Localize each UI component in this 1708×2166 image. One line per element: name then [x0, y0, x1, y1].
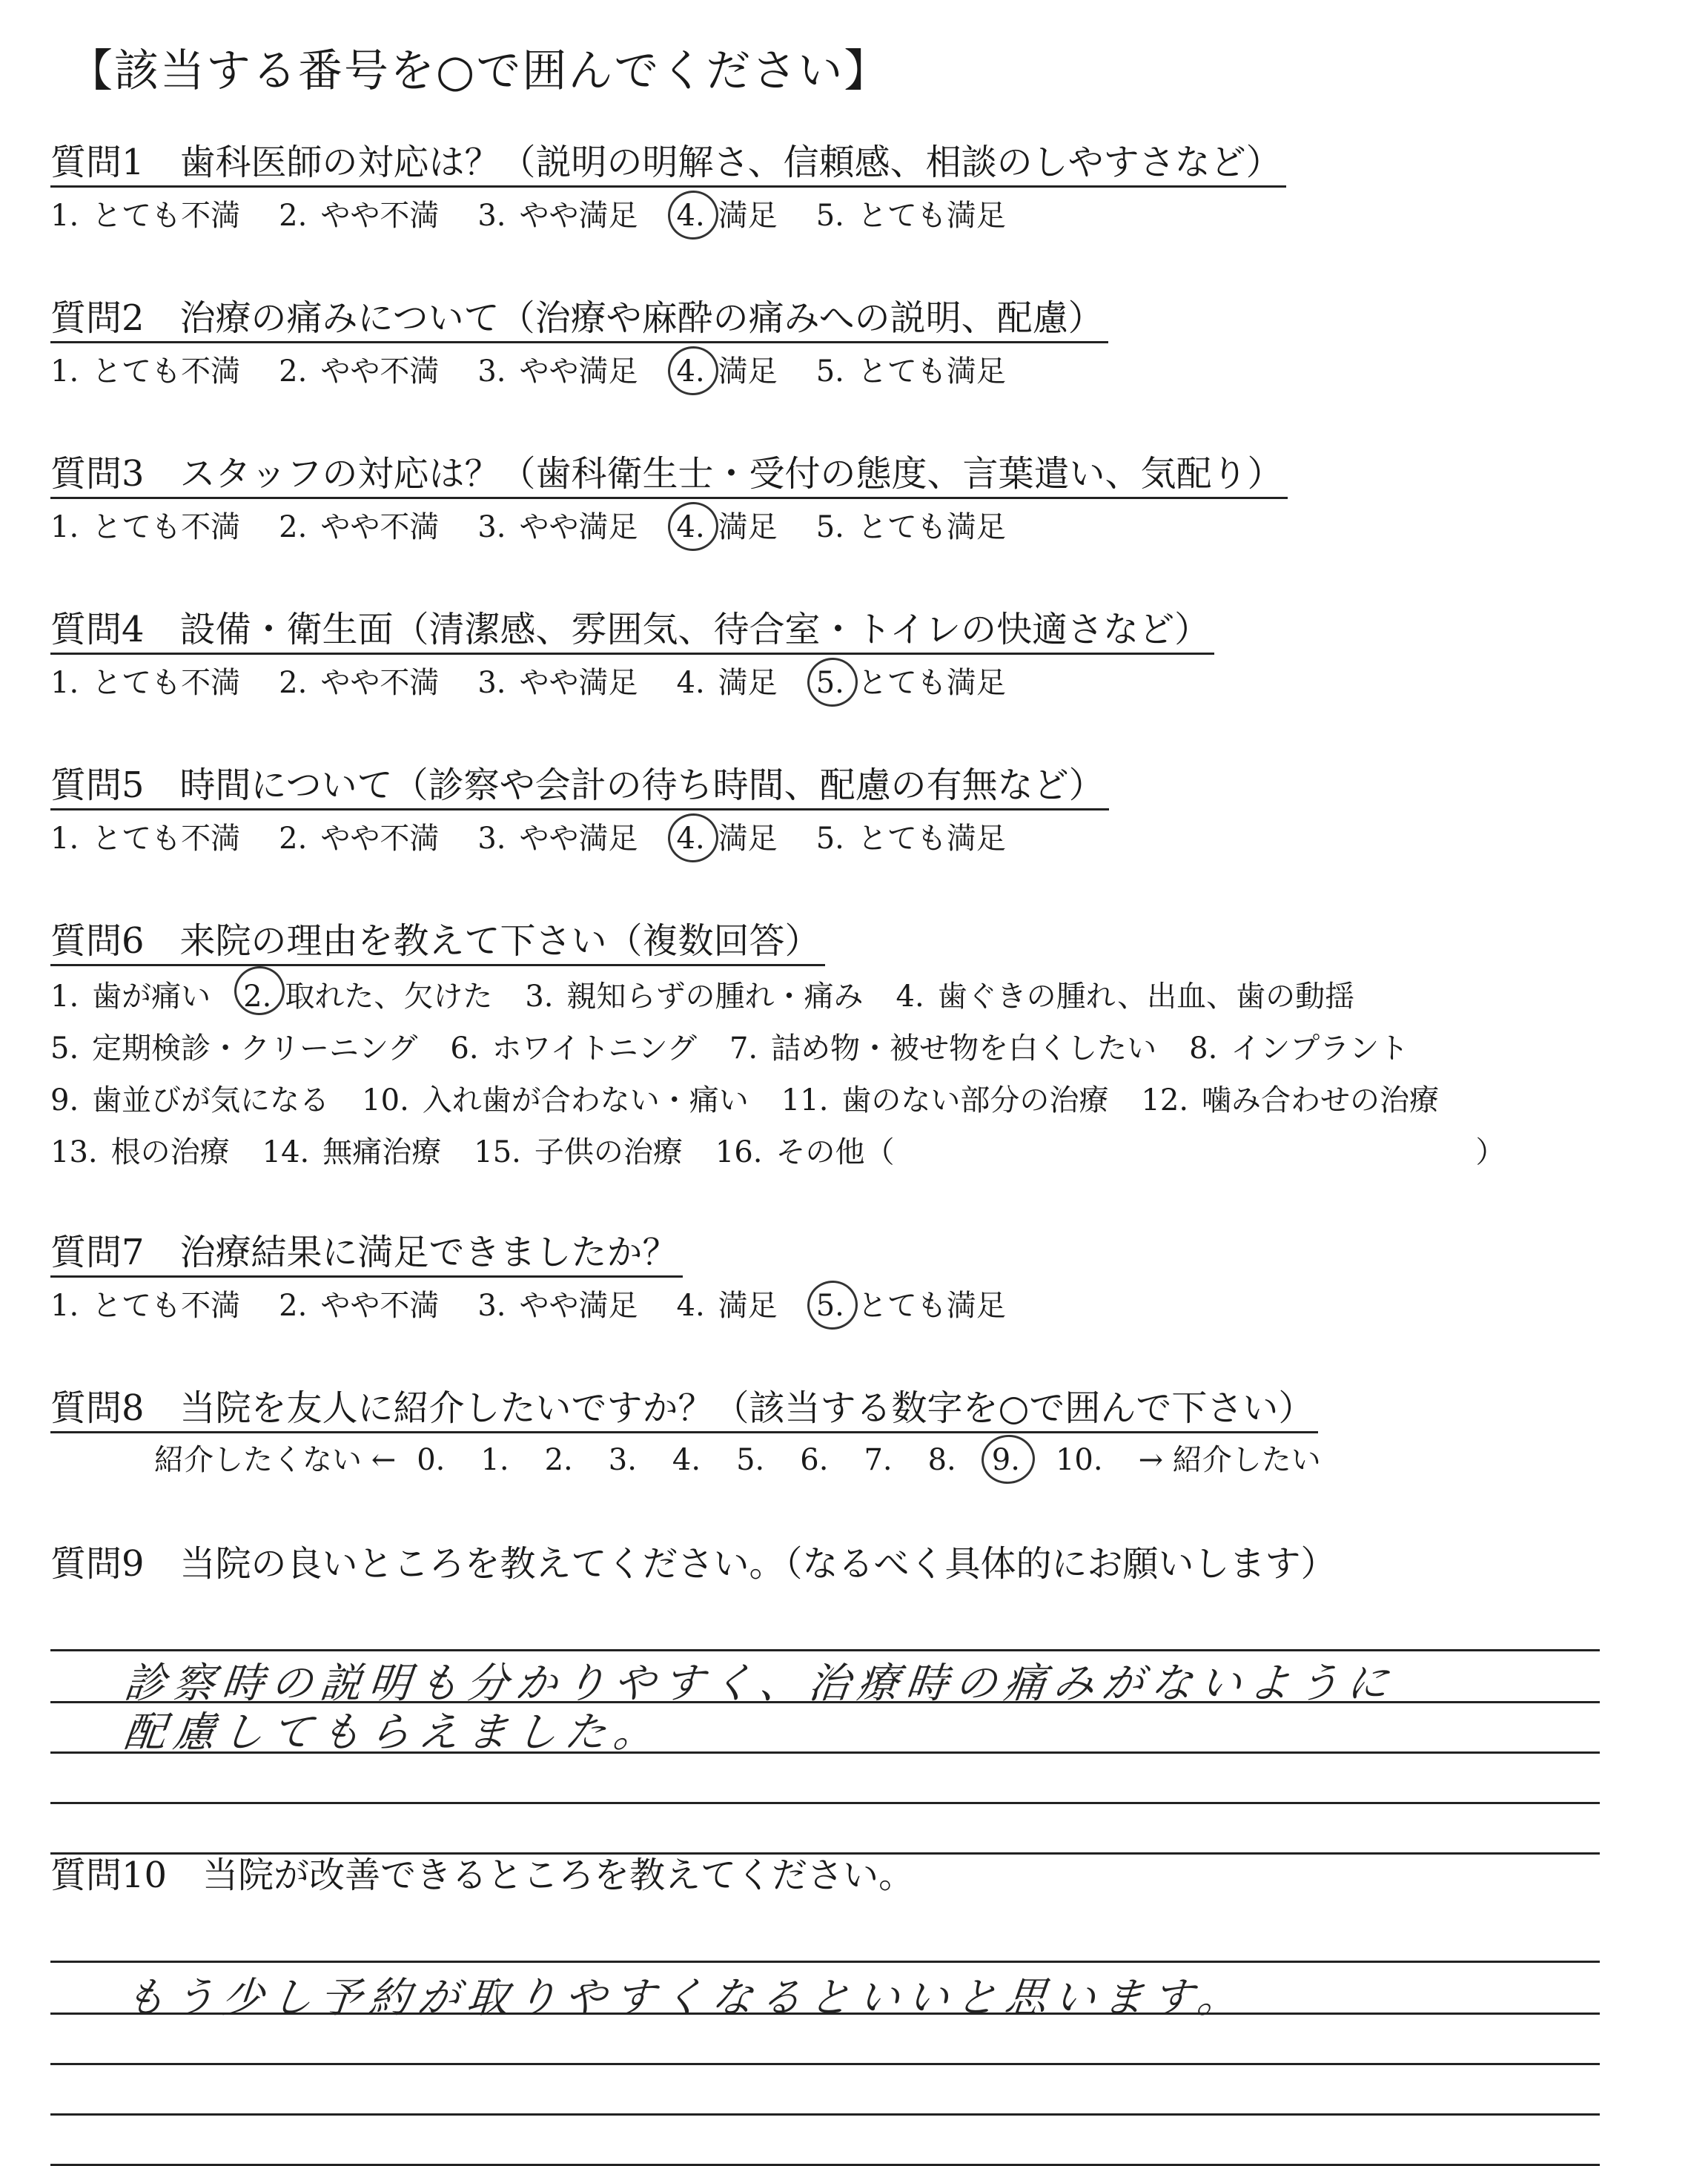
- option-label: とても満足: [857, 1289, 1006, 1323]
- option-selected[interactable]: [677, 506, 778, 548]
- option-label: 取れた、欠けた: [285, 980, 493, 1014]
- handwritten-answer: 診察時の説明も分かりやすく、治療時の痛みがないように: [122, 1660, 1398, 1708]
- option[interactable]: [279, 351, 439, 392]
- rating-options: [50, 662, 1214, 704]
- option-label: とても満足: [857, 354, 1006, 389]
- option-number: 1.: [50, 510, 79, 544]
- scale-value[interactable]: 4.: [672, 1443, 701, 1477]
- option-number: 1.: [50, 1289, 79, 1323]
- option[interactable]: [816, 195, 1006, 237]
- option-number: 1.: [50, 980, 79, 1014]
- question-title: [50, 1852, 1600, 1898]
- rating-options: [50, 195, 1286, 237]
- option[interactable]: [50, 971, 211, 1023]
- option-label: 無痛治療: [322, 1135, 442, 1169]
- question-4: [50, 607, 1214, 704]
- option-number: 5.: [50, 1031, 79, 1066]
- scale-value[interactable]: 7.: [864, 1443, 893, 1477]
- option[interactable]: [816, 351, 1006, 392]
- reason-row: [50, 1126, 1506, 1178]
- option-number: 2.: [279, 354, 308, 389]
- option-number: 1.: [50, 199, 79, 233]
- question-number: 質問6: [50, 920, 145, 962]
- option-number: 14.: [262, 1135, 310, 1169]
- option-number: 3.: [525, 980, 554, 1014]
- option[interactable]: [1189, 1023, 1409, 1074]
- option-label: とても満足: [857, 199, 1006, 233]
- option-label: 入れ歯が合わない・痛い: [422, 1083, 749, 1117]
- option[interactable]: [816, 506, 1006, 548]
- option[interactable]: [362, 1074, 749, 1126]
- option-selected[interactable]: [816, 1285, 1006, 1327]
- answer-line: [50, 1961, 1600, 1963]
- option[interactable]: [279, 195, 439, 237]
- option[interactable]: [477, 506, 638, 548]
- question-number: 質問10: [50, 1855, 168, 1896]
- scale-value[interactable]: 6.: [800, 1443, 829, 1477]
- option-number: 5.: [816, 1285, 844, 1327]
- question-text: 治療結果に満足できましたか？: [179, 1232, 678, 1273]
- reason-row: [50, 971, 1506, 1023]
- option-label: やや不満: [320, 510, 440, 544]
- option-number: 8.: [1189, 1031, 1218, 1066]
- option-label: 根の治療: [110, 1135, 230, 1169]
- answer-line: [50, 2063, 1600, 2065]
- option-number: 10.: [362, 1083, 409, 1117]
- option[interactable]: [50, 506, 240, 548]
- question-title: [50, 139, 1286, 188]
- option-label: 満足: [718, 1289, 778, 1323]
- option[interactable]: [1141, 1074, 1439, 1126]
- option-label: 歯ぐきの腫れ、出血、歯の動揺: [937, 980, 1355, 1014]
- option-number: 12.: [1141, 1083, 1189, 1117]
- option-number: 5.: [815, 510, 844, 544]
- option[interactable]: [715, 1126, 895, 1178]
- question-7: [50, 1229, 1045, 1327]
- option[interactable]: [50, 662, 240, 704]
- option-number: 4.: [896, 980, 924, 1014]
- question-3: [50, 451, 1288, 548]
- option-number: 16.: [715, 1135, 763, 1169]
- option[interactable]: [477, 662, 638, 704]
- option-number: 5.: [815, 822, 844, 856]
- handwritten-answer: 配慮してもらえました。: [122, 1708, 665, 1757]
- question-number: 質問1: [50, 142, 145, 183]
- option-number: 3.: [477, 510, 506, 544]
- option-number: 3.: [477, 1289, 506, 1323]
- question-title: [50, 1229, 683, 1278]
- option[interactable]: [50, 1074, 329, 1126]
- option[interactable]: [677, 1285, 778, 1327]
- option-label: とても不満: [92, 354, 241, 389]
- scale-value[interactable]: 2.: [544, 1443, 573, 1477]
- option[interactable]: [729, 1023, 1156, 1074]
- answer-line: [50, 2113, 1600, 2116]
- option-number: 4.: [676, 666, 705, 700]
- option-label: 歯が痛い: [92, 980, 211, 1014]
- option-label: やや満足: [519, 666, 638, 700]
- question-number: 質問4: [50, 609, 145, 650]
- question-number: 質問7: [50, 1232, 145, 1273]
- answer-area: [50, 1587, 1600, 1854]
- answer-line: [50, 1802, 1600, 1804]
- option-selected[interactable]: [243, 971, 492, 1023]
- option-selected[interactable]: [677, 195, 778, 237]
- option-label: 満足: [718, 354, 778, 389]
- option[interactable]: [50, 818, 240, 859]
- option[interactable]: [50, 1126, 230, 1178]
- option[interactable]: [279, 1285, 439, 1327]
- option[interactable]: [50, 195, 240, 237]
- instruction-heading: 【該当する番号を○で囲んでください】: [68, 45, 890, 97]
- option-number: 3.: [477, 354, 506, 389]
- option-label: やや満足: [519, 1289, 638, 1323]
- option-number: 4.: [676, 1289, 705, 1323]
- question-title: [50, 1385, 1318, 1433]
- option-number: 2.: [279, 1289, 308, 1323]
- option-number: 7.: [729, 1031, 758, 1066]
- option-number: 4.: [677, 351, 705, 392]
- question-text: 当院を友人に紹介したいですか？（該当する数字を○で囲んで下さい）: [179, 1387, 1314, 1429]
- scale-value[interactable]: 0.: [417, 1443, 446, 1477]
- option-label: とても不満: [92, 510, 241, 544]
- option-number: 6.: [450, 1031, 479, 1066]
- scale-value-selected[interactable]: 9.: [992, 1439, 1020, 1481]
- option-label: やや満足: [519, 822, 638, 856]
- option-label: とても不満: [92, 822, 241, 856]
- option-label: やや不満: [320, 822, 440, 856]
- scale-value[interactable]: 3.: [608, 1443, 637, 1477]
- option-label: 満足: [718, 199, 778, 233]
- option-number: 9.: [50, 1083, 79, 1117]
- option[interactable]: [450, 1023, 697, 1074]
- option-number: 5.: [816, 662, 844, 704]
- option-label: やや満足: [519, 510, 638, 544]
- question-text: 来院の理由を教えて下さい（複数回答）: [179, 920, 821, 962]
- option-label: 定期検診・クリーニング: [92, 1031, 418, 1066]
- option[interactable]: [816, 818, 1006, 859]
- option-number: 2.: [279, 822, 308, 856]
- rating-options: [50, 351, 1108, 392]
- scale-value[interactable]: 10.: [1055, 1443, 1103, 1477]
- option-number: 1.: [50, 822, 79, 856]
- option[interactable]: [477, 351, 638, 392]
- option-label: やや不満: [320, 666, 440, 700]
- option-selected[interactable]: [677, 351, 778, 392]
- option-label: やや満足: [519, 199, 638, 233]
- other-close-paren: ）: [1475, 1135, 1506, 1169]
- question-title: [50, 295, 1108, 343]
- option[interactable]: [279, 818, 439, 859]
- question-title: [50, 1541, 1600, 1587]
- question-text: 当院の良いところを教えてください。（なるべく具体的にお願いします）: [179, 1543, 1337, 1585]
- answer-area: [50, 1898, 1600, 2165]
- question-text: 治療の痛みについて（治療や麻酔の痛みへの説明、配慮）: [179, 297, 1104, 339]
- rating-options: [50, 506, 1288, 548]
- option-number: 5.: [815, 354, 844, 389]
- option-number: 2.: [243, 971, 271, 1023]
- option[interactable]: [525, 971, 863, 1023]
- option-number: 11.: [781, 1083, 829, 1117]
- option-number: 4.: [677, 818, 705, 859]
- question-text: 設備・衛生面（清潔感、雰囲気、待合室・トイレの快適さなど）: [179, 609, 1211, 650]
- reason-row: [50, 1023, 1506, 1074]
- option-label: とても満足: [857, 822, 1006, 856]
- option[interactable]: [477, 195, 638, 237]
- option-number: 2.: [279, 510, 308, 544]
- option-label: とても満足: [857, 510, 1006, 544]
- option-number: 13.: [50, 1135, 98, 1169]
- option-label: やや不満: [320, 354, 440, 389]
- question-5: [50, 762, 1109, 859]
- option[interactable]: [279, 662, 439, 704]
- question-text: 時間について（診察や会計の待ち時間、配慮の有無など）: [179, 765, 1105, 806]
- scale-value[interactable]: 8.: [927, 1443, 956, 1477]
- option-number: 5.: [815, 199, 844, 233]
- option-label: 噛み合わせの治療: [1202, 1083, 1440, 1117]
- question-9: [50, 1541, 1600, 1854]
- question-10: [50, 1852, 1600, 2165]
- option[interactable]: [781, 1074, 1109, 1126]
- scale-value[interactable]: 5.: [736, 1443, 765, 1477]
- option-label: 親知らずの腫れ・痛み: [566, 980, 864, 1014]
- option-number: 2.: [279, 666, 308, 700]
- handwritten-answer: もう少し予約が取りやすくなるといいと思います。: [122, 1974, 1249, 2022]
- scale-value[interactable]: 1.: [480, 1443, 509, 1477]
- option-number: 4.: [677, 506, 705, 548]
- option[interactable]: [677, 662, 778, 704]
- option-label: やや不満: [320, 199, 440, 233]
- option-number: 1.: [50, 666, 79, 700]
- option-number: 1.: [50, 354, 79, 389]
- option[interactable]: [477, 818, 638, 859]
- option-label: その他（: [775, 1135, 895, 1169]
- option-label: とても不満: [92, 1289, 241, 1323]
- option-label: ホワイトニング: [491, 1031, 697, 1066]
- option[interactable]: [896, 971, 1355, 1023]
- question-8: [50, 1385, 1342, 1481]
- option-label: やや不満: [320, 1289, 440, 1323]
- option-label: インプラント: [1231, 1031, 1409, 1066]
- option-label: 子供の治療: [534, 1135, 683, 1169]
- question-2: [50, 295, 1108, 392]
- option-label: 歯のない部分の治療: [841, 1083, 1109, 1117]
- option-selected[interactable]: [816, 662, 1006, 704]
- question-number: 質問9: [50, 1543, 145, 1585]
- question-text: スタッフの対応は？（歯科衛生士・受付の態度、言葉遣い、気配り）: [179, 453, 1283, 495]
- option[interactable]: [50, 351, 240, 392]
- option-label: 満足: [718, 822, 778, 856]
- question-title: [50, 451, 1288, 499]
- option-label: とても不満: [92, 199, 241, 233]
- option[interactable]: [262, 1126, 442, 1178]
- question-title: [50, 762, 1109, 810]
- option-label: やや満足: [519, 354, 638, 389]
- option[interactable]: [474, 1126, 683, 1178]
- option-number: 3.: [477, 666, 506, 700]
- reason-row: [50, 1074, 1506, 1126]
- reason-options: [50, 971, 1506, 1178]
- question-number: 質問3: [50, 453, 145, 495]
- option-label: 歯並びが気になる: [92, 1083, 330, 1117]
- scale-left-label: 紹介したくない ←: [154, 1443, 397, 1477]
- option-number: 3.: [477, 822, 506, 856]
- option-label: 詰め物・被せ物を白くしたい: [771, 1031, 1157, 1066]
- question-text: 当院が改善できるところを教えてください。: [202, 1855, 915, 1896]
- option-number: 3.: [477, 199, 506, 233]
- question-number: 質問8: [50, 1387, 145, 1429]
- question-title: [50, 918, 825, 966]
- question-number: 質問5: [50, 765, 145, 806]
- rating-options: [50, 1285, 1045, 1327]
- scale-right-label: → 紹介したい: [1138, 1443, 1321, 1477]
- question-text: 歯科医師の対応は？（説明の明解さ、信頼感、相談のしやすさなど）: [179, 142, 1282, 183]
- option[interactable]: [279, 506, 439, 548]
- option-selected[interactable]: [677, 818, 778, 859]
- option-label: とても満足: [857, 666, 1006, 700]
- option[interactable]: [50, 1285, 240, 1327]
- question-number: 質問2: [50, 297, 145, 339]
- recommend-scale: [154, 1439, 1342, 1481]
- option-label: 満足: [718, 666, 778, 700]
- option-number: 15.: [474, 1135, 521, 1169]
- question-title: [50, 607, 1214, 655]
- option-number: 2.: [279, 199, 308, 233]
- option[interactable]: [477, 1285, 638, 1327]
- rating-options: [50, 818, 1109, 859]
- question-1: [50, 139, 1286, 237]
- option[interactable]: [50, 1023, 417, 1074]
- question-6: [50, 918, 1506, 1178]
- option-number: 4.: [677, 195, 705, 237]
- option-label: とても不満: [92, 666, 241, 700]
- option-label: 満足: [718, 510, 778, 544]
